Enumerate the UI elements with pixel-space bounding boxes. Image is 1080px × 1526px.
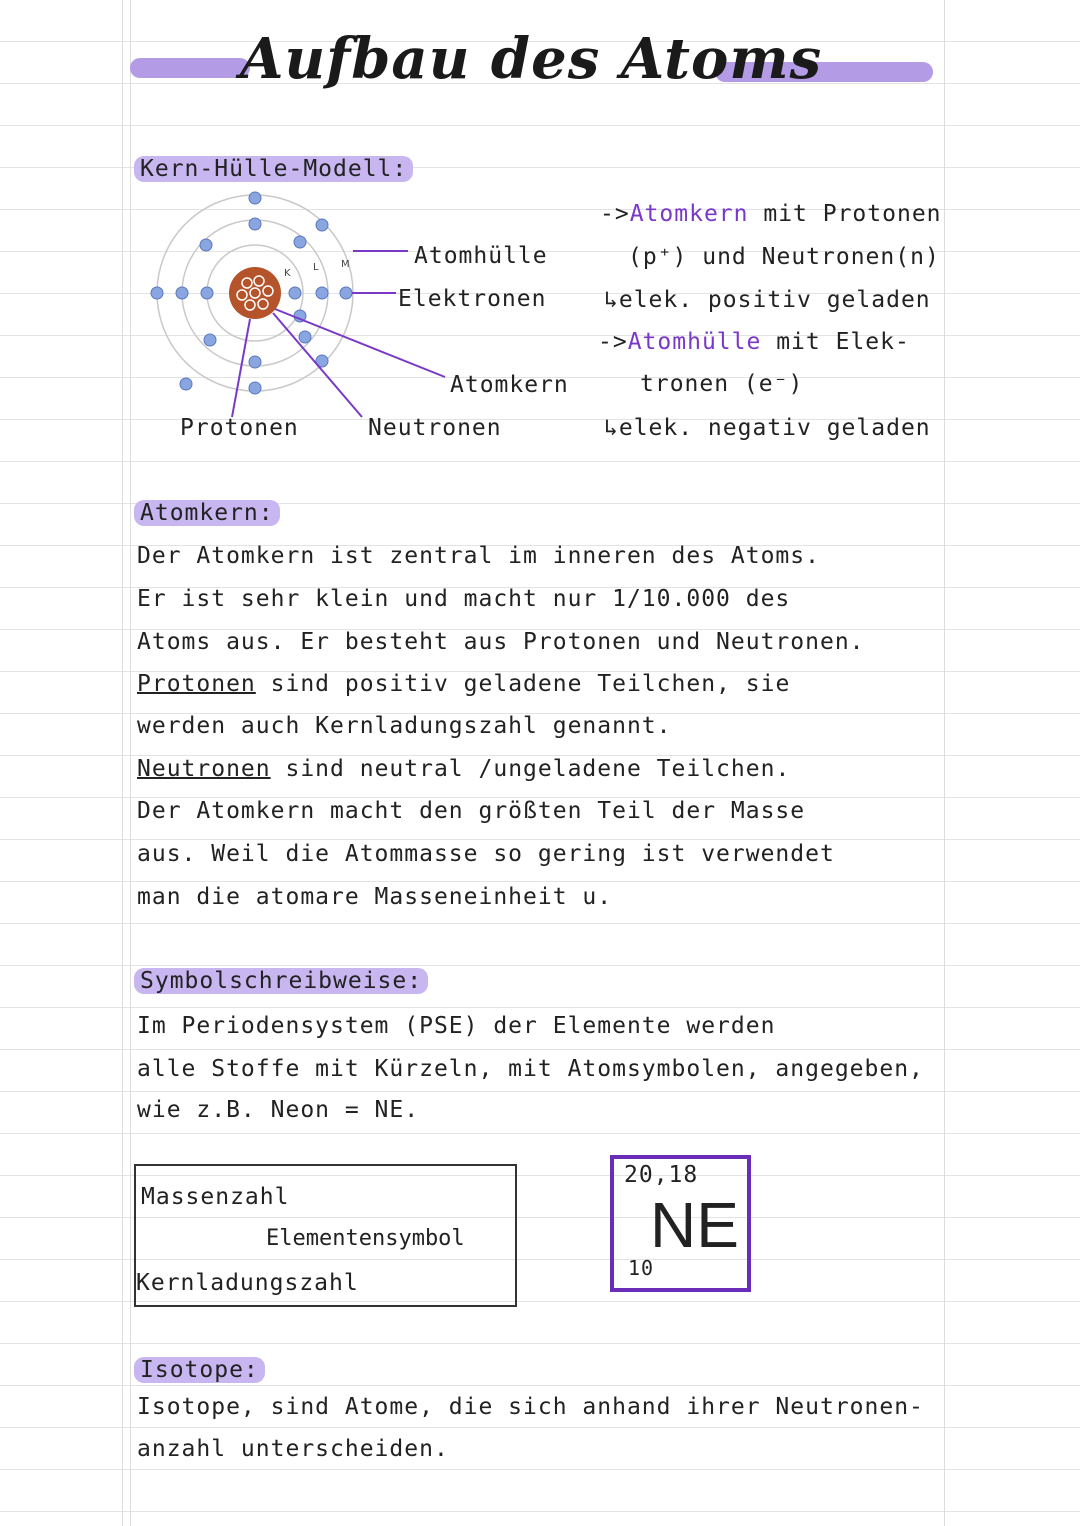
margin-line-left-2 — [130, 0, 131, 1526]
note-line-1: ->Atomkern mit Protonen — [600, 201, 942, 227]
title-bar-left — [130, 58, 250, 78]
label-elektronen: Elektronen — [398, 286, 547, 312]
isotope-line-1: Isotope, sind Atome, die sich anhand ihrer Neutronen- — [137, 1394, 924, 1420]
shell-label-l: L — [313, 262, 319, 273]
atomkern-line-4: Protonen sind positiv geladene Teilchen, sie — [137, 671, 791, 697]
note-line-5: tronen (e⁻) — [640, 371, 804, 397]
element-mass: 20,18 — [624, 1162, 699, 1188]
symbol-line-2: alle Stoffe mit Kürzeln, mit Atomsymbolen, angegeben, — [137, 1056, 924, 1082]
section-heading-symbol: Symbolschreibweise: — [134, 968, 428, 994]
atomkern-line-8: aus. Weil die Atommasse so gering ist verwendet — [137, 841, 835, 867]
element-symbol: NE — [650, 1189, 739, 1261]
term-protonen: Protonen — [137, 671, 256, 697]
atomkern-line-1: Der Atomkern ist zentral im inneren des Atoms. — [137, 543, 820, 569]
symbol-line-1: Im Periodensystem (PSE) der Elemente werden — [137, 1013, 776, 1039]
legend-massenzahl: Massenzahl — [141, 1184, 290, 1210]
symbol-line-3: wie z.B. Neon = NE. — [137, 1097, 420, 1123]
note-line-3: ↳elek. positiv geladen — [604, 287, 931, 313]
legend-kernladungszahl: Kernladungszahl — [136, 1270, 359, 1296]
label-atomkern: Atomkern — [450, 372, 569, 398]
margin-line-left — [122, 0, 123, 1526]
note-term-atomhuelle: Atomhülle — [627, 329, 762, 355]
margin-line-right — [944, 0, 945, 1526]
isotope-line-2: anzahl unterscheiden. — [137, 1436, 449, 1462]
shell-label-k: K — [284, 268, 291, 279]
atomkern-line-3: Atoms aus. Er besteht aus Protonen und Neutronen. — [137, 629, 865, 655]
section-heading-isotope: Isotope: — [134, 1357, 265, 1383]
atomkern-line-7: Der Atomkern macht den größten Teil der Masse — [137, 798, 806, 824]
note-line-2: (p⁺) und Neutronen(n) — [628, 244, 940, 270]
term-neutronen: Neutronen — [137, 756, 271, 782]
note-line-6: ↳elek. negativ geladen — [604, 415, 931, 441]
note-term-atomkern: Atomkern — [629, 201, 749, 227]
atomkern-line-6: Neutronen sind neutral /ungeladene Teilchen. — [137, 756, 791, 782]
page-title: Aufbau des Atoms — [240, 26, 823, 92]
atomkern-line-5: werden auch Kernladungszahl genannt. — [137, 713, 672, 739]
label-neutronen: Neutronen — [368, 415, 502, 441]
label-atomhuelle: Atomhülle — [414, 243, 548, 269]
note-line-4: ->Atomhülle mit Elek- — [598, 329, 910, 355]
element-number: 10 — [628, 1256, 655, 1280]
legend-elementensymbol: Elementensymbol — [266, 1226, 465, 1251]
shell-label-m: M — [341, 259, 350, 270]
atomkern-line-9: man die atomare Masseneinheit u. — [137, 884, 613, 910]
section-heading-model: Kern-Hülle-Modell: — [134, 156, 413, 182]
label-protonen: Protonen — [180, 415, 299, 441]
atom-diagram — [140, 185, 620, 450]
section-heading-atomkern: Atomkern: — [134, 500, 280, 526]
atomkern-line-2: Er ist sehr klein und macht nur 1/10.000 des — [137, 586, 791, 612]
